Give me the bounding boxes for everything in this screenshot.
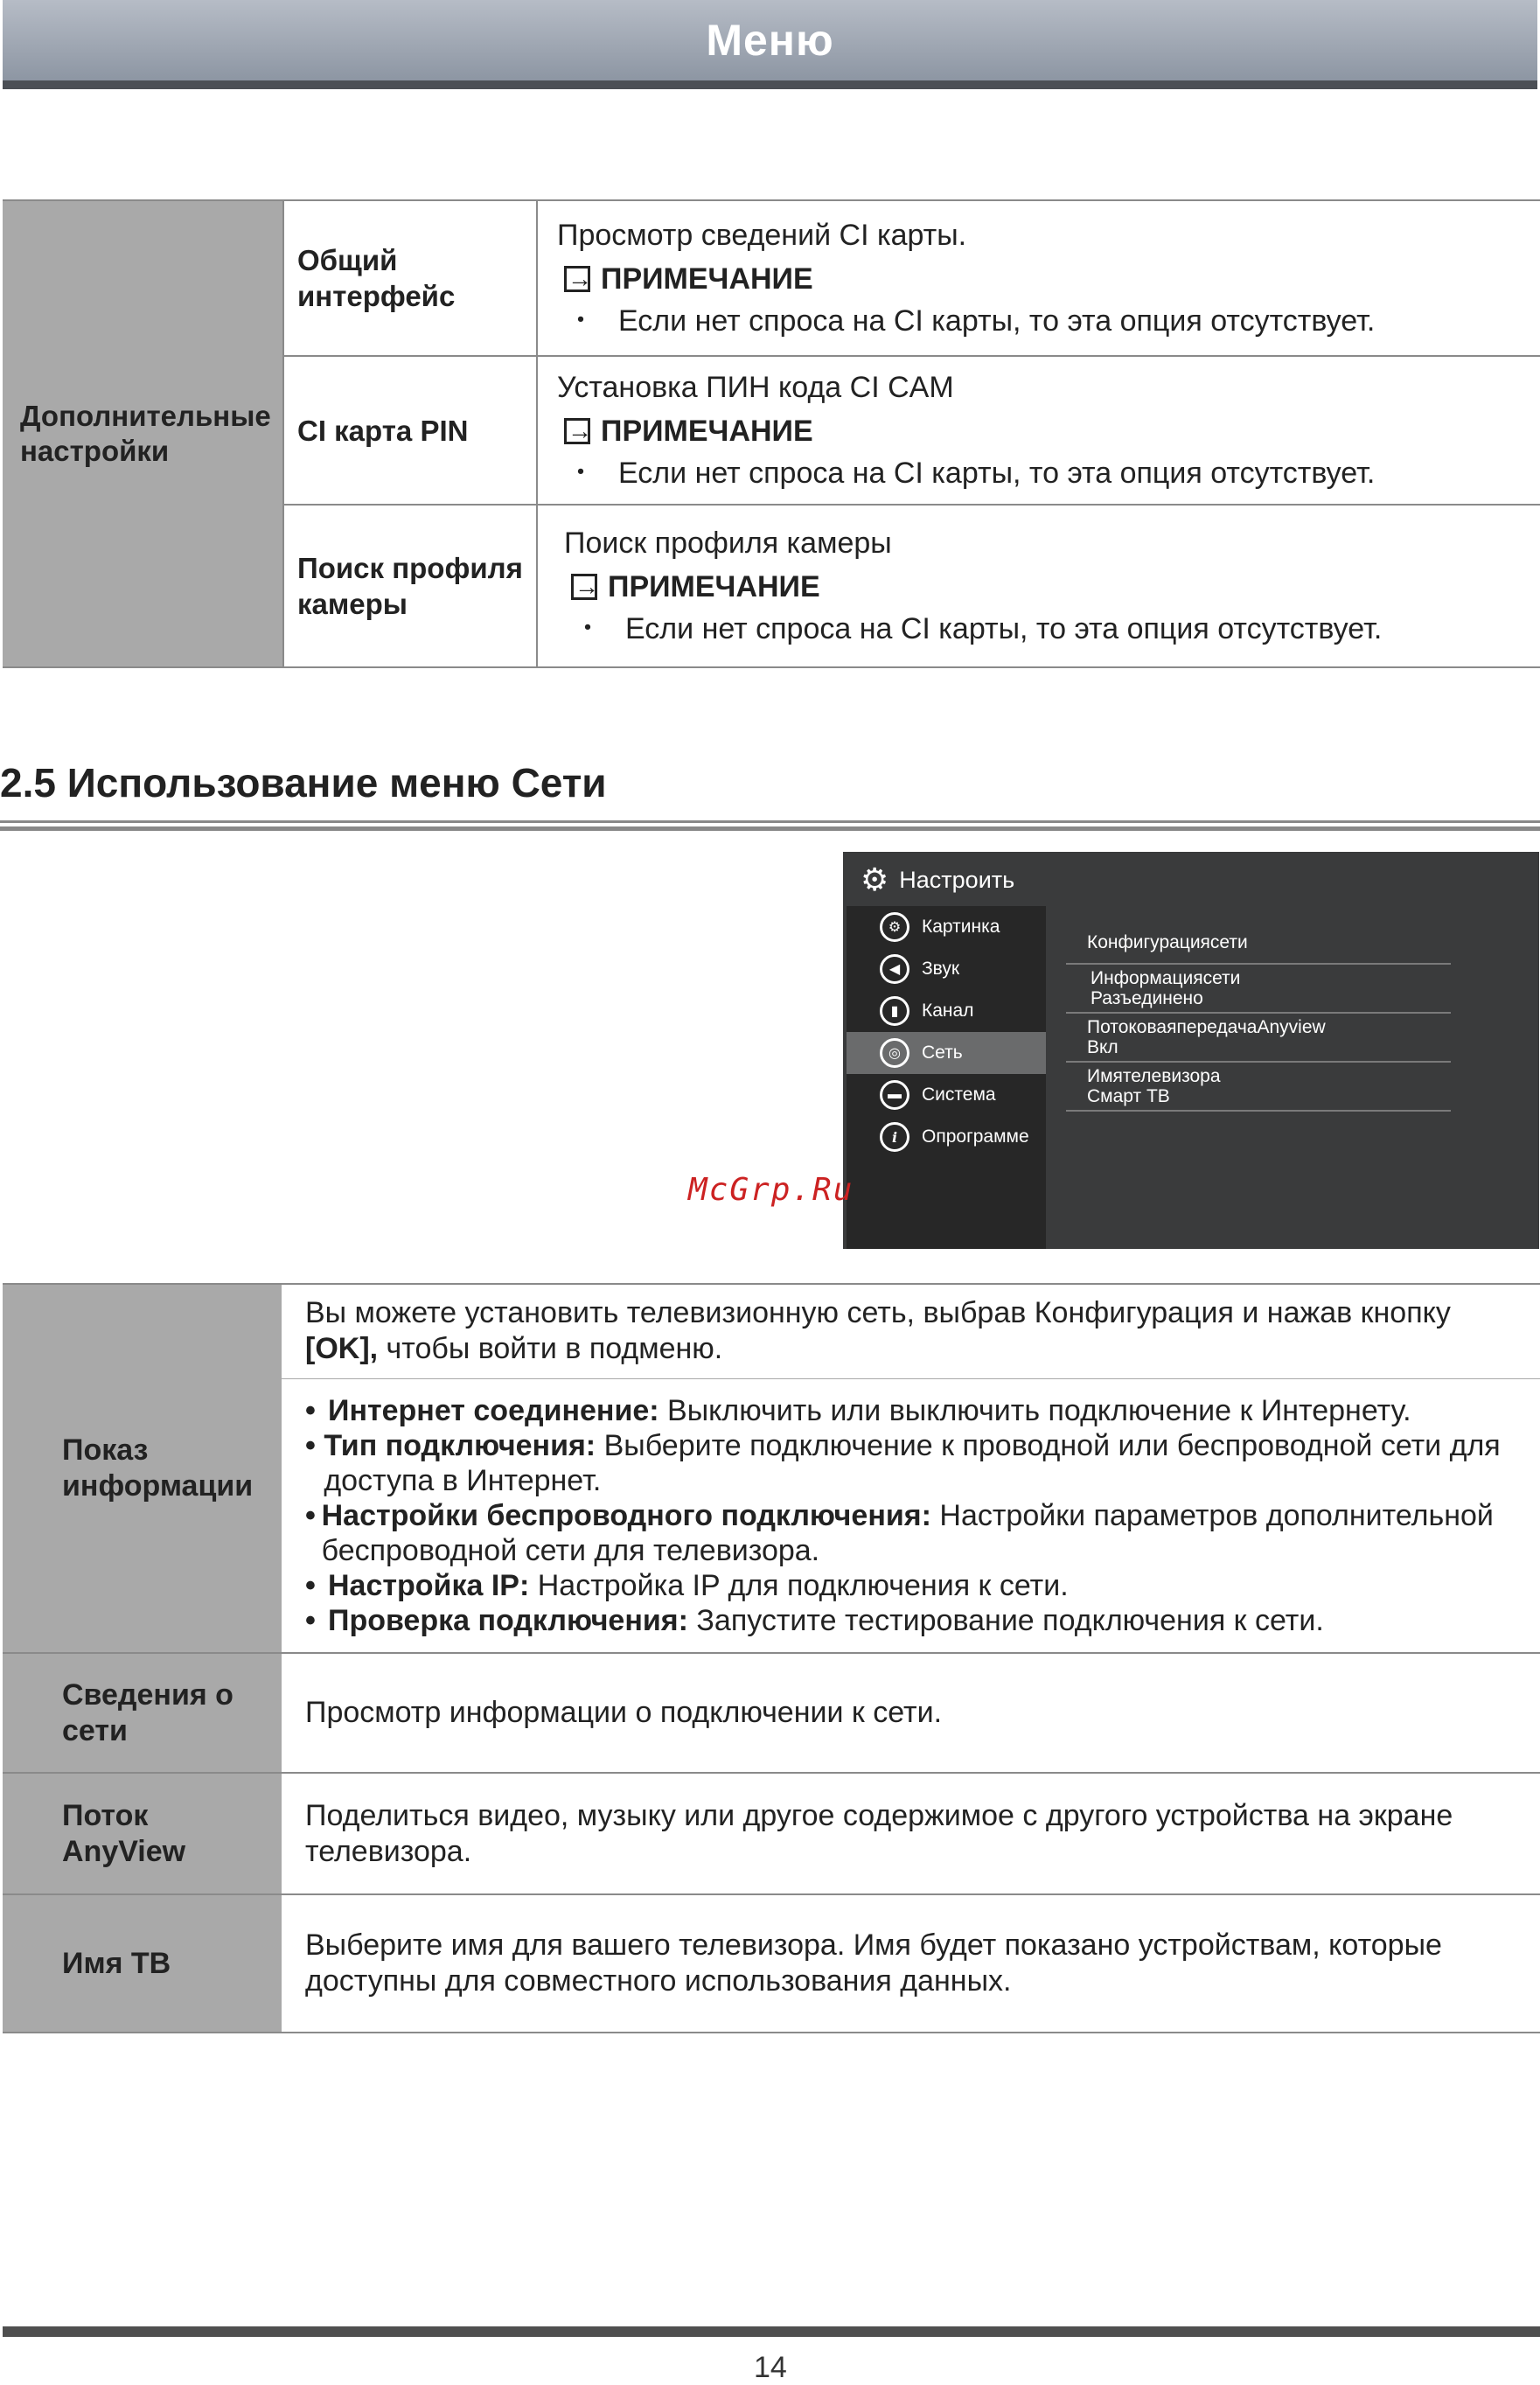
- row-desc-cell: [537, 356, 1540, 505]
- category-cell: [3, 1284, 282, 1653]
- tv-option-value: Разъединено: [1091, 988, 1203, 1008]
- row-desc: [282, 1284, 1540, 1378]
- bullet-dot: •: [305, 1568, 316, 1602]
- bullet-dot: •: [305, 1603, 316, 1637]
- list-item: [305, 1498, 1523, 1568]
- item-text: Настройки параметров дополнительной беспроводной сети для телевизора.: [321, 1498, 1494, 1567]
- list-item: [305, 1393, 1523, 1428]
- category-cell: [3, 1894, 282, 2033]
- category-cell: [3, 1653, 282, 1773]
- tv-option-network-info[interactable]: [1066, 965, 1451, 1014]
- info-icon: i: [880, 1122, 909, 1152]
- note-label: ПРИМЕЧАНИЕ: [601, 415, 813, 448]
- bullet-mark: ・: [566, 304, 596, 338]
- row-name: Показ информации: [62, 1433, 254, 1503]
- row-desc: Поиск профиля камеры: [564, 527, 892, 560]
- item-text: Выберите подключение к проводной или беспроводной сети для доступа в Интернет.: [324, 1428, 1501, 1497]
- list-item: [305, 1568, 1523, 1603]
- table-row: [3, 200, 1540, 356]
- list-item: [305, 1603, 1523, 1638]
- row-desc: Просмотр информации о подключении к сети.: [282, 1653, 1540, 1773]
- note-arrow-icon: [571, 574, 597, 600]
- feature-list: [282, 1378, 1540, 1653]
- note-label: ПРИМЕЧАНИЕ: [608, 570, 820, 603]
- tv-option-tv-name[interactable]: [1066, 1063, 1451, 1112]
- tv-menu-sidebar: [847, 906, 1046, 1249]
- intro-text: Вы можете установить телевизионную сеть, выбрав Конфигурация и нажав кнопку: [305, 1296, 1451, 1330]
- item-label: Тип подключения:: [324, 1428, 596, 1462]
- row-name: [283, 505, 537, 667]
- tv-menu-item-label: Система: [922, 1084, 996, 1105]
- tv-menu-item-label: Картинка: [922, 917, 1000, 937]
- bullet-dot: •: [305, 1428, 316, 1462]
- header-bar: [3, 0, 1537, 89]
- row-name: Общий интерфейс: [283, 200, 537, 356]
- tv-option-label: Имятелевизора: [1087, 1066, 1221, 1086]
- picture-icon: ⚙: [880, 912, 909, 942]
- section-divider: [0, 820, 1540, 831]
- page-header-title: Меню: [706, 16, 834, 65]
- row-name: CI карта PIN: [283, 356, 537, 505]
- table-row: [3, 1894, 1540, 2033]
- note-arrow-icon: [564, 418, 590, 444]
- tv-menu-item-system[interactable]: [847, 1074, 1046, 1116]
- footer-divider: [3, 2326, 1540, 2337]
- tv-menu-screenshot: [843, 852, 1539, 1249]
- row-name: Поток AnyView: [62, 1798, 186, 1868]
- row-name-text: Поиск профиля камеры: [297, 552, 523, 620]
- network-settings-table: [3, 1283, 1540, 2033]
- speaker-icon: ◀: [880, 954, 909, 984]
- system-icon: ▬: [880, 1080, 909, 1110]
- bullet-dot: •: [305, 1393, 316, 1427]
- tv-menu-item-label: Звук: [922, 959, 960, 979]
- row-desc: Просмотр сведений CI карты.: [557, 219, 967, 252]
- channel-icon: ▮: [880, 996, 909, 1026]
- tv-option-label: ПотоковаяпередачаAnyview: [1087, 1017, 1326, 1037]
- tv-option-label: Конфигурациясети: [1087, 932, 1248, 952]
- note-heading: [571, 568, 1539, 605]
- row-desc-cell: [537, 505, 1540, 667]
- tv-option-value: Смарт ТВ: [1087, 1086, 1170, 1106]
- gear-icon: ⚙: [861, 861, 889, 897]
- item-label: Интернет соединение:: [328, 1393, 659, 1427]
- row-desc: Выберите имя для вашего телевизора. Имя будет показано устройствам, которые доступны для совместного использования данных.: [282, 1894, 1540, 2033]
- bullet-mark: ・: [566, 457, 596, 490]
- tv-menu-item-channel[interactable]: [847, 990, 1046, 1032]
- tv-menu-title: Настроить: [899, 866, 1015, 893]
- item-label: Проверка подключения:: [328, 1603, 688, 1637]
- table-row: [3, 1653, 1540, 1773]
- note-arrow-icon: [564, 266, 590, 292]
- tv-menu-header: [861, 861, 1015, 897]
- intro-ok-key: [OK],: [305, 1332, 379, 1366]
- watermark: McGrp.Ru: [688, 1172, 854, 1208]
- note-text: Если нет спроса на CI карты, то эта опция отсутствует.: [618, 304, 1376, 338]
- row-desc: Установка ПИН кода CI CAM: [557, 371, 954, 404]
- section-title: 2.5 Использование меню Сети: [0, 760, 607, 805]
- item-label: Настройки беспроводного подключения:: [321, 1498, 931, 1532]
- note-item: [557, 303, 1539, 339]
- tv-menu-item-picture[interactable]: [847, 906, 1046, 948]
- tv-option-network-config[interactable]: [1066, 922, 1451, 965]
- note-text: Если нет спроса на CI карты, то эта опция отсутствует.: [625, 612, 1383, 645]
- tv-menu-item-sound[interactable]: [847, 948, 1046, 990]
- table-row: [3, 1773, 1540, 1894]
- advanced-settings-table: [3, 199, 1540, 668]
- note-heading: [564, 413, 1539, 450]
- row-name: Имя ТВ: [62, 1946, 171, 1980]
- tv-option-anyview-stream[interactable]: [1066, 1014, 1451, 1063]
- tv-option-value: Вкл: [1087, 1037, 1118, 1057]
- tv-menu-options: [1066, 922, 1451, 1112]
- tv-menu-item-label: Опрограмме: [922, 1126, 1029, 1147]
- intro-text-end: чтобы войти в подменю.: [378, 1332, 723, 1366]
- tv-option-label: Информациясети: [1091, 968, 1241, 988]
- row-desc-cell: [537, 200, 1540, 356]
- note-item: [557, 610, 1539, 647]
- tv-menu-item-about[interactable]: [847, 1116, 1046, 1158]
- note-heading: [564, 261, 1539, 297]
- note-label: ПРИМЕЧАНИЕ: [601, 262, 813, 296]
- note-text: Если нет спроса на CI карты, то эта опция отсутствует.: [618, 457, 1376, 490]
- note-item: [557, 455, 1539, 492]
- page-number: 14: [754, 2351, 787, 2384]
- bullet-mark: ・: [573, 612, 603, 645]
- table-row: [3, 1284, 1540, 1378]
- item-label: Настройка IP:: [328, 1568, 530, 1602]
- item-text: Выключить или выключить подключение к Интернету.: [659, 1393, 1411, 1427]
- tv-menu-item-label: Сеть: [922, 1043, 963, 1063]
- list-item: [305, 1428, 1523, 1498]
- item-text: Запустите тестирование подключения к сети.: [687, 1603, 1324, 1637]
- network-icon: ◎: [880, 1038, 909, 1068]
- row-name: Сведения о сети: [62, 1677, 233, 1747]
- tv-menu-item-network[interactable]: [847, 1032, 1046, 1074]
- category-cell: [3, 1773, 282, 1894]
- item-text: Настройка IP для подключения к сети.: [529, 1568, 1069, 1602]
- category-label: Дополнительные настройки: [20, 400, 271, 467]
- bullet-dot: •: [305, 1498, 316, 1532]
- tv-menu-item-label: Канал: [922, 1001, 974, 1021]
- row-desc: Поделиться видео, музыку или другое содержимое с другого устройства на экране телевизора.: [282, 1773, 1540, 1894]
- category-cell: [3, 200, 283, 667]
